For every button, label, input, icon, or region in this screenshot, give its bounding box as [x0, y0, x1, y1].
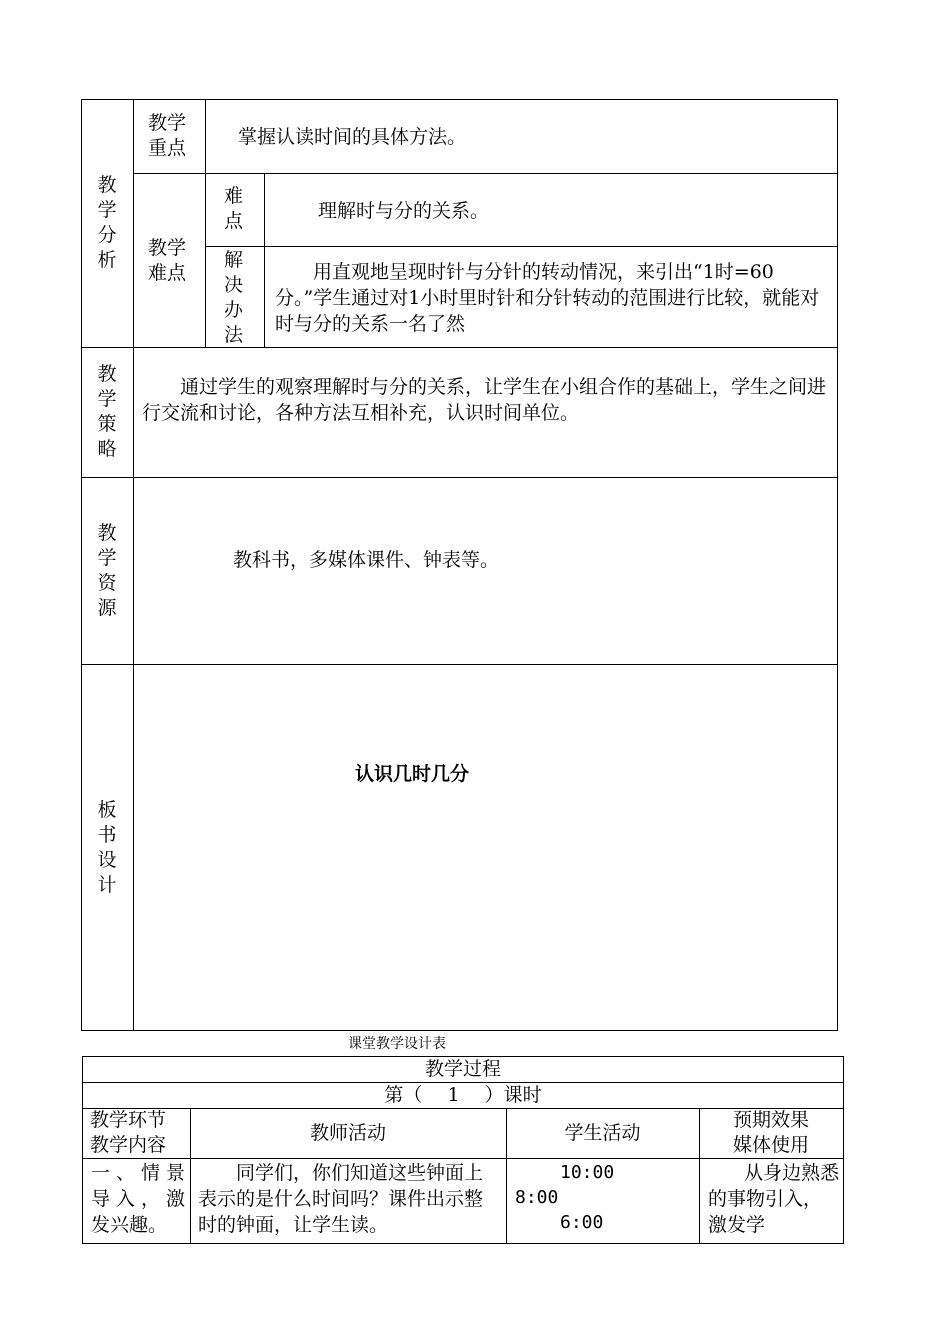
resources-label: 教学资源 [97, 522, 117, 619]
key-points-content: 掌握认读时间的具体方法。 [238, 126, 467, 148]
row1-effect: 从身边熟悉的事物引入，激发学 [708, 1162, 840, 1236]
header-stage: 教学环节 教学内容 [90, 1109, 167, 1156]
student-time-1: 10:00 [560, 1162, 615, 1183]
process-title: 教学过程 [424, 1058, 501, 1080]
header-effect: 预期效果 媒体使用 [732, 1109, 809, 1156]
key-points-label: 教学重点 [148, 112, 187, 159]
board-label: 板书设计 [97, 799, 117, 896]
lesson-number: 第（ 1 ）课时 [384, 1084, 542, 1106]
strategy-content: 通过学生的观察理解时与分的关系，让学生在小组合作的基础上，学生之间进行交流和讨论，各种方法互相补充，认识时间单位。 [142, 376, 827, 424]
strategy-label: 教学策略 [97, 363, 117, 460]
student-time-2: 8:00 [515, 1187, 559, 1208]
header-teacher: 教师活动 [309, 1122, 386, 1144]
resources-content: 教科书，多媒体课件、钟表等。 [233, 549, 500, 571]
board-content: 认识几时几分 [355, 763, 470, 785]
analysis-section-label: 教学分析 [97, 174, 117, 271]
row1-teacher: 同学们，你们知道这些钟面上表示的是什么时间吗？课件出示整时的钟面，让学生读。 [198, 1162, 484, 1236]
solution-content: 用直观地呈现时针与分针的转动情况，来引出“1时=60分。”学生通过对1小时里时针和分针转动的范围进行比较，就能对时与分的关系一名了然 [275, 261, 820, 335]
hard-point-label: 难点 [224, 185, 244, 232]
row1-stage: 一、情景导入，激发兴趣。 [91, 1162, 185, 1236]
table-caption: 课堂教学设计表 [348, 1036, 446, 1052]
difficulty-label: 教学难点 [148, 237, 187, 284]
solution-label: 解决办法 [224, 249, 244, 346]
hard-point-content: 理解时与分的关系。 [318, 200, 490, 222]
header-student: 学生活动 [564, 1122, 641, 1144]
student-time-3: 6:00 [560, 1212, 604, 1233]
